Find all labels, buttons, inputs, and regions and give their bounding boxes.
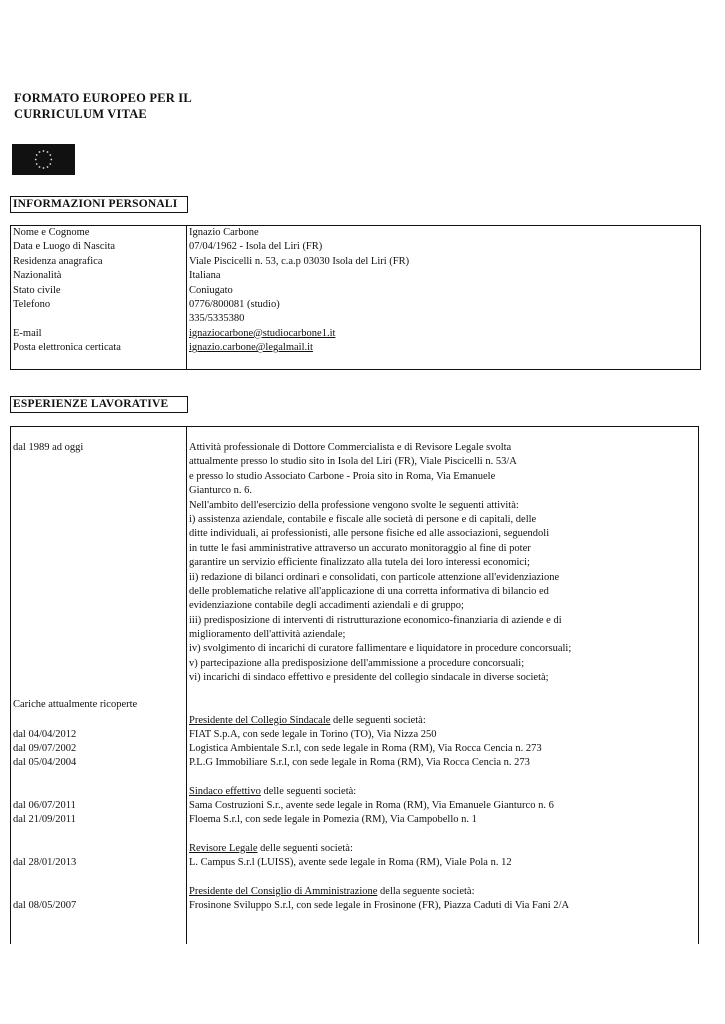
period-main: dal 1989 ad oggi <box>13 442 84 453</box>
description-line: Gianturco n. 6. <box>189 485 252 497</box>
entry-text: L. Campus S.r.l (LUISS), avente sede legale in Roma (RM), Viale Pola n. 12 <box>189 857 512 868</box>
label-spacer <box>13 312 121 326</box>
experience-right-border <box>698 426 699 944</box>
section-title-experience: ESPERIENZE LAVORATIVE <box>10 396 188 413</box>
label-residence: Residenza anagrafica <box>13 255 103 267</box>
personal-labels <box>13 226 121 356</box>
description-line: e presso lo studio Associato Carbone - Proia sito in Roma, Via Emanuele <box>189 470 496 482</box>
title-line-2: CURRICULUM VITAE <box>14 107 147 121</box>
value-birth: 07/04/1962 - Isola del Liri (FR) <box>189 241 323 253</box>
group-heading-presidente-cda: Presidente del Consiglio di Amministrazione della seguente società: <box>189 886 475 897</box>
description-line: v) partecipazione alla predisposizione dell'ammissione a procedure concorsuali; <box>189 657 525 669</box>
label-civil-status: Stato civile <box>13 284 61 296</box>
group-heading-sindaco-effettivo: Sindaco effettivo delle seguenti società: <box>189 786 357 797</box>
description-line: i) assistenza aziendale, contabile e fiscale alle società di persone e di capitali, delle <box>189 513 537 525</box>
description-line: miglioramento dell'attività aziendale; <box>189 629 346 641</box>
eu-flag-icon <box>12 144 75 175</box>
description-line: delle problematiche relative all'applicazione di una corretta informativa di bilancio ed <box>189 585 549 597</box>
experience-left-border <box>10 426 11 944</box>
label-name: Nome e Cognome <box>13 227 90 238</box>
title-line-1: FORMATO EUROPEO PER IL <box>14 91 192 105</box>
description-line: ditte individuali, ai professionisti, alle persone fisiche ed alle associazioni, seguendoli <box>189 528 550 540</box>
label-pec: Posta elettronica certicata <box>13 342 121 354</box>
description-line: iv) svolgimento di incarichi di curatore fallimentare e liquidatore in procedure concorsuali; <box>189 643 572 655</box>
entry-date: dal 21/09/2011 <box>13 814 76 825</box>
entry-text: Frosinone Sviluppo S.r.l, con sede legale in Frosinone (FR), Piazza Caduti di Via Fani 2/A <box>189 900 570 911</box>
entry-date: dal 04/04/2012 <box>13 729 77 740</box>
entry-text: Floema S.r.l, con sede legale in Pomezia (RM), Via Campobello n. 1 <box>189 814 477 825</box>
value-name: Ignazio Carbone <box>189 227 259 238</box>
entry-date: dal 06/07/2011 <box>13 800 76 811</box>
description-line: vi) incarichi di sindaco effettivo e presidente del collegio sindacale in diverse società; <box>189 672 549 684</box>
entry-date: dal 09/07/2002 <box>13 743 77 754</box>
value-nationality: Italiana <box>189 270 221 282</box>
description-line: Attività professionale di Dottore Commercialista e di Revisore Legale svolta <box>189 442 512 453</box>
experience-divider <box>186 426 187 944</box>
group-heading-presidente-collegio: Presidente del Collegio Sindacale delle seguenti società: <box>189 715 426 726</box>
value-phone-mobile: 335/5335380 <box>189 313 245 325</box>
group-heading-revisore-legale: Revisore Legale delle seguenti società: <box>189 843 353 854</box>
table-divider <box>186 225 187 370</box>
label-email: E-mail <box>13 327 42 339</box>
description-line: Nell'ambito dell'esercizio della professione vengono svolte le seguenti attività: <box>189 499 519 511</box>
entry-date: dal 28/01/2013 <box>13 857 77 868</box>
entry-text: Logistica Ambientale S.r.l, con sede legale in Roma (RM), Via Rocca Cencia n. 273 <box>189 743 542 754</box>
description-line: attualmente presso lo studio sito in Isola del Liri (FR), Viale Piscicelli n. 53/A <box>189 456 517 468</box>
experience-top-border <box>10 426 699 427</box>
entry-text: Sama Costruzioni S.r., avente sede legale in Roma (RM), Via Emanuele Gianturco n. 6 <box>189 800 554 811</box>
entry-date: dal 05/04/2004 <box>13 757 77 768</box>
entry-text: P.L.G Immobiliare S.r.l, con sede legale in Roma (RM), Via Rocca Cencia n. 273 <box>189 757 530 768</box>
description-line: ii) redazione di bilanci ordinari e consolidati, con particole attenzione all'evidenziazione <box>189 571 560 583</box>
email-link[interactable]: ignaziocarbone@studiocarbone1.it <box>189 327 336 339</box>
value-residence: Viale Piscicelli n. 53, c.a.p 03030 Isola del Liri (FR) <box>189 255 410 267</box>
label-phone: Telefono <box>13 298 51 310</box>
description-line: iii) predisposizione di interventi di ristrutturazione economico-finanziaria di aziende e di <box>189 614 562 626</box>
description-line: garantire un servizio efficiente finalizzato alla tutela dei loro interessi economici; <box>189 557 530 569</box>
personal-values <box>189 226 409 356</box>
document-title <box>14 90 192 122</box>
value-civil-status: Coniugato <box>189 284 233 296</box>
label-nationality: Nazionalità <box>13 270 62 282</box>
entry-date: dal 08/05/2007 <box>13 900 77 911</box>
experience-description <box>189 441 571 686</box>
section-title-personal: INFORMAZIONI PERSONALI <box>10 196 188 213</box>
pec-link[interactable]: ignazio.carbone@legalmail.it <box>189 342 313 354</box>
cariche-label: Cariche attualmente ricoperte <box>13 699 138 710</box>
description-line: evidenziazione contabile degli accadimenti aziendali e di gruppo; <box>189 600 464 612</box>
entry-text: FIAT S.p.A, con sede legale in Torino (TO), Via Nizza 250 <box>189 729 437 740</box>
description-line: in tutte le fasi amministrative attraverso un accurato monitoraggio al fine di poter <box>189 542 531 554</box>
label-birth: Data e Luogo di Nascita <box>13 241 116 253</box>
value-phone-studio: 0776/800081 (studio) <box>189 298 280 310</box>
